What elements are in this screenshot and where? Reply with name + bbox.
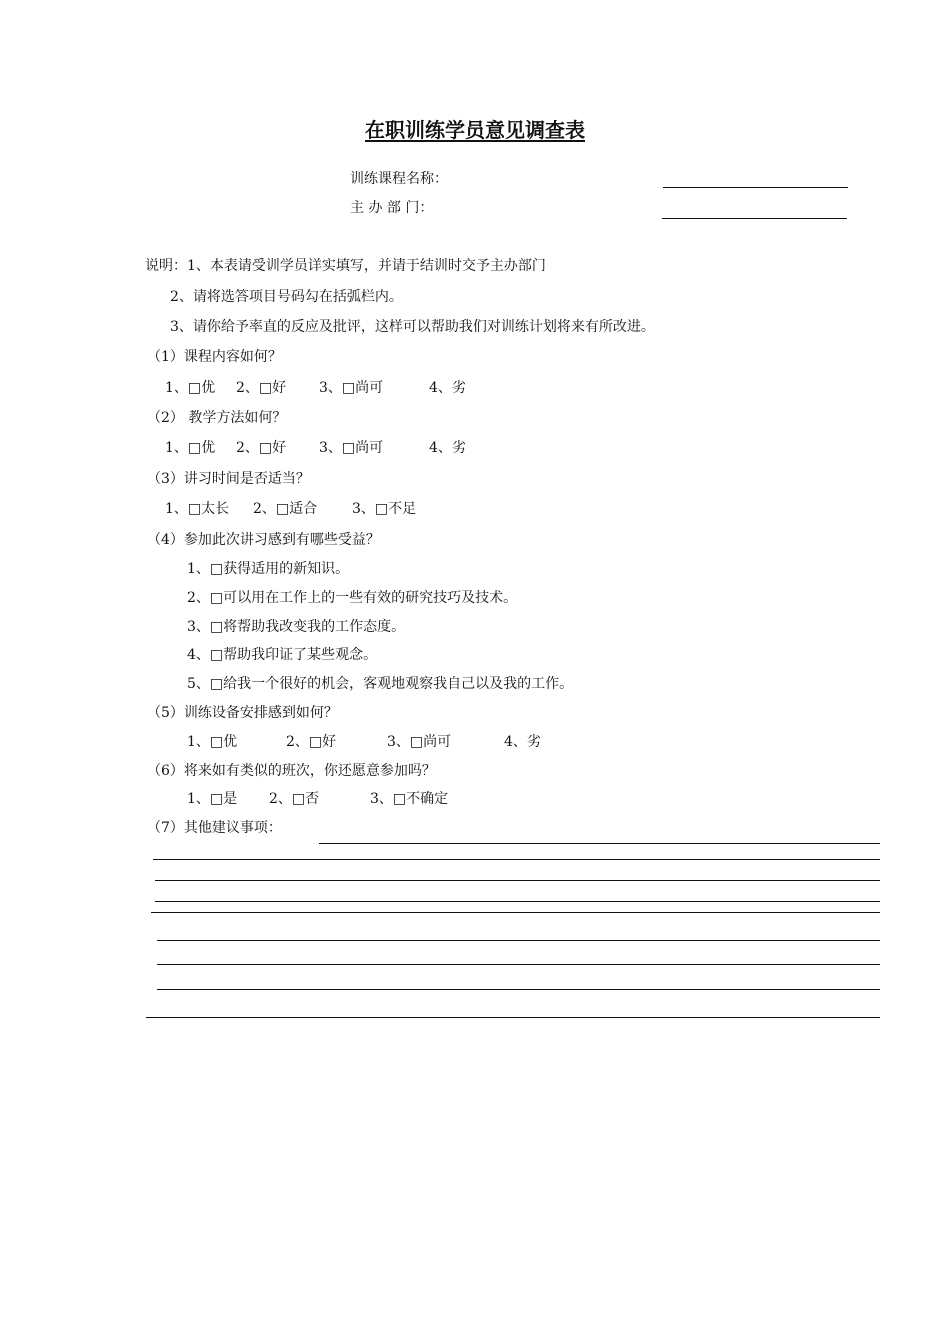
department-label: 主 办 部 门： bbox=[350, 200, 434, 216]
suggestion-line[interactable] bbox=[319, 843, 880, 844]
q5-option-good[interactable]: 2、□好 bbox=[286, 734, 337, 750]
q3-option-suitable[interactable]: 2、□适合 bbox=[253, 501, 318, 517]
question-3-label: （3）讲习时间是否适当？ bbox=[147, 471, 310, 487]
q5-option-poor[interactable]: 4、劣 bbox=[504, 734, 541, 750]
q3-option-insufficient[interactable]: 3、□不足 bbox=[352, 501, 417, 517]
q1-option-excellent[interactable]: 1、□优 bbox=[165, 380, 216, 396]
q1-option-fair[interactable]: 3、□尚可 bbox=[319, 380, 384, 396]
q2-option-excellent[interactable]: 1、□优 bbox=[165, 440, 216, 456]
suggestion-line[interactable] bbox=[157, 964, 880, 965]
suggestion-line[interactable] bbox=[157, 989, 880, 990]
suggestion-line[interactable] bbox=[146, 1017, 880, 1018]
q2-option-good[interactable]: 2、□好 bbox=[236, 440, 287, 456]
department-field[interactable] bbox=[662, 218, 847, 219]
q4-option-4[interactable]: 4、□帮助我印证了某些观念。 bbox=[187, 647, 378, 663]
q6-option-no[interactable]: 2、□否 bbox=[269, 791, 320, 807]
q4-option-5[interactable]: 5、□给我一个很好的机会，客观地观察我自己以及我的工作。 bbox=[187, 676, 574, 692]
q4-option-3[interactable]: 3、□将帮助我改变我的工作态度。 bbox=[187, 619, 406, 635]
form-title: 在职训练学员意见调查表 bbox=[365, 118, 585, 142]
course-name-field[interactable] bbox=[663, 187, 848, 188]
question-6-label: （6）将来如有类似的班次，你还愿意参加吗？ bbox=[147, 763, 436, 779]
suggestion-line[interactable] bbox=[151, 912, 880, 913]
q5-option-excellent[interactable]: 1、□优 bbox=[187, 734, 238, 750]
question-1-label: （1）课程内容如何？ bbox=[147, 349, 282, 365]
question-2-label: （2） 教学方法如何？ bbox=[147, 410, 287, 426]
question-4-label: （4）参加此次讲习感到有哪些受益？ bbox=[147, 532, 380, 548]
q2-option-poor[interactable]: 4、劣 bbox=[429, 440, 466, 456]
note-2: 2、请将选答项目号码勾在括弧栏内。 bbox=[170, 289, 403, 305]
q6-option-yes[interactable]: 1、□是 bbox=[187, 791, 238, 807]
course-name-label: 训练课程名称： bbox=[350, 171, 448, 187]
q1-option-good[interactable]: 2、□好 bbox=[236, 380, 287, 396]
note-3: 3、请你给予率直的反应及批评，这样可以帮助我们对训练计划将来有所改进。 bbox=[170, 319, 655, 335]
q6-option-unsure[interactable]: 3、□不确定 bbox=[370, 791, 449, 807]
q2-option-fair[interactable]: 3、□尚可 bbox=[319, 440, 384, 456]
note-1: 说明：1、本表请受训学员详实填写，并请于结训时交予主办部门 bbox=[145, 258, 546, 274]
suggestion-line[interactable] bbox=[155, 901, 880, 902]
suggestion-line[interactable] bbox=[153, 859, 880, 860]
q4-option-2[interactable]: 2、□可以用在工作上的一些有效的研究技巧及技术。 bbox=[187, 590, 518, 606]
question-5-label: （5）训练设备安排感到如何？ bbox=[147, 705, 338, 721]
suggestion-line[interactable] bbox=[157, 940, 880, 941]
question-7-label: （7）其他建议事项： bbox=[147, 820, 282, 836]
q1-option-poor[interactable]: 4、劣 bbox=[429, 380, 466, 396]
q3-option-too-long[interactable]: 1、□太长 bbox=[165, 501, 230, 517]
suggestion-line[interactable] bbox=[155, 880, 880, 881]
q5-option-fair[interactable]: 3、□尚可 bbox=[387, 734, 452, 750]
q4-option-1[interactable]: 1、□获得适用的新知识。 bbox=[187, 561, 350, 577]
